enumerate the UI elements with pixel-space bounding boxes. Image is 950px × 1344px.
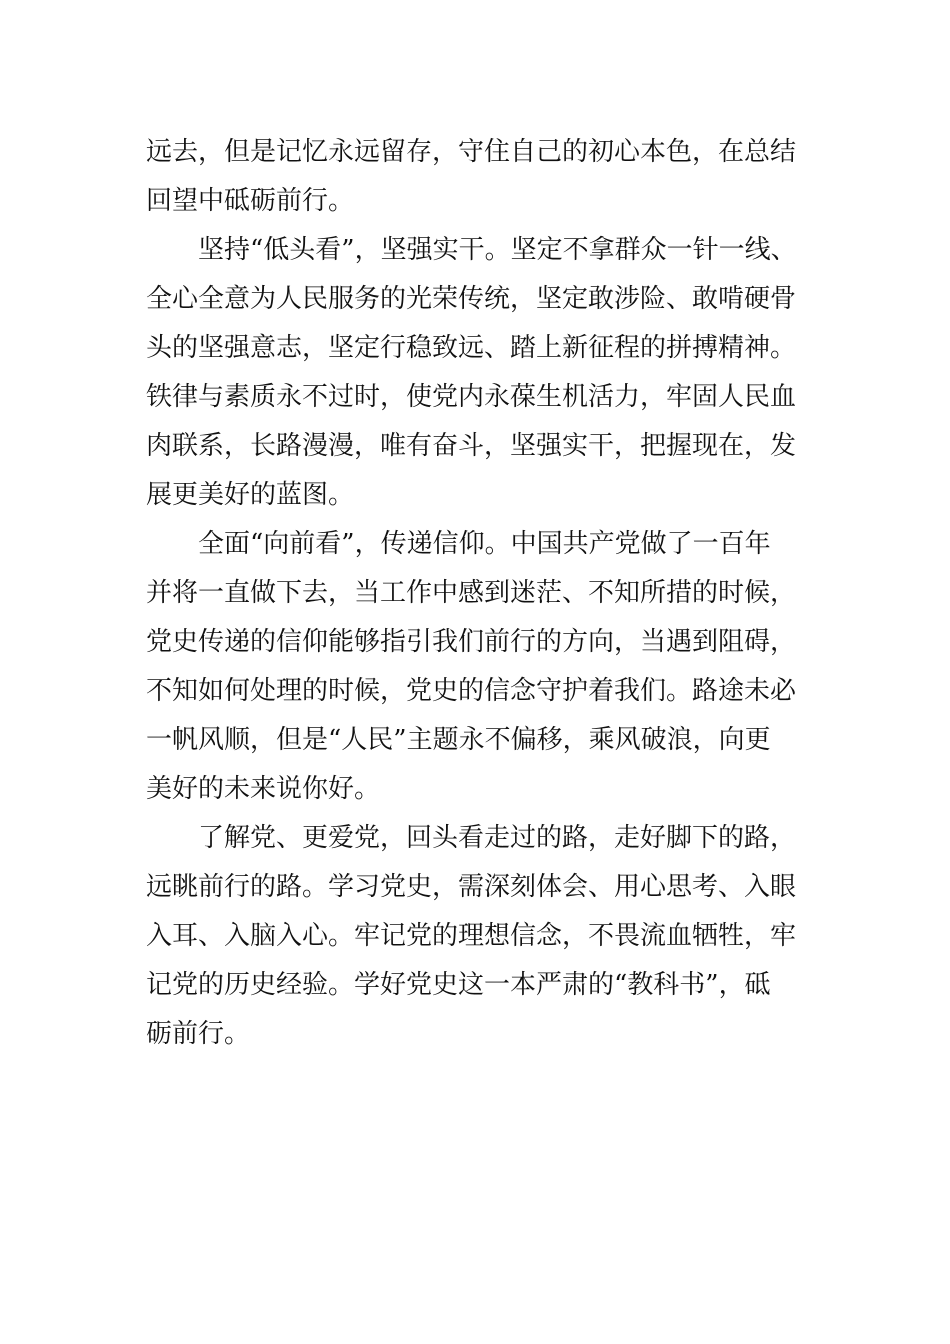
paragraph-line: 坚持“低头看”，坚强实干。坚定不拿群众一针一线、 [198, 235, 797, 265]
paragraph-line: 回望中砥砺前行。 [146, 186, 355, 216]
paragraph-line: 铁律与素质永不过时，使党内永葆生机活力，牢固人民血 [146, 382, 797, 412]
paragraph-line: 了解党、更爱党，回头看走过的路，走好脚下的路， [198, 823, 797, 853]
paragraph-3 [146, 520, 826, 814]
paragraph-line: 全心全意为人民服务的光荣传统，坚定敢涉险、敢啃硬骨 [146, 284, 797, 314]
paragraph-line: 不知如何处理的时候，党史的信念守护着我们。路途未必 [146, 676, 797, 706]
paragraph-line: 展更美好的蓝图。 [146, 480, 355, 510]
paragraph-4 [146, 814, 826, 1059]
paragraph-line: 肉联系，长路漫漫，唯有奋斗，坚强实干，把握现在，发 [146, 431, 797, 461]
paragraph-line: 党史传递的信仰能够指引我们前行的方向，当遇到阻碍， [146, 627, 797, 657]
paragraph-1 [146, 128, 826, 226]
paragraph-line: 一帆风顺，但是“人民”主题永不偏移，乘风破浪，向更 [146, 725, 771, 755]
paragraph-2 [146, 226, 826, 520]
paragraph-line: 美好的未来说你好。 [146, 774, 381, 804]
paragraph-line: 入耳、入脑入心。牢记党的理想信念，不畏流血牺牲，牢 [146, 921, 797, 951]
paragraph-line: 远去，但是记忆永远留存，守住自己的初心本色，在总结 [146, 137, 797, 167]
paragraph-line: 砺前行。 [146, 1019, 251, 1049]
paragraph-line: 记党的历史经验。学好党史这一本严肃的“教科书”，砥 [146, 970, 771, 1000]
document-body [146, 128, 826, 1059]
paragraph-line: 远眺前行的路。学习党史，需深刻体会、用心思考、入眼 [146, 872, 797, 902]
paragraph-line: 头的坚强意志，坚定行稳致远、踏上新征程的拼搏精神。 [146, 333, 797, 363]
paragraph-line: 全面“向前看”，传递信仰。中国共产党做了一百年 [198, 529, 771, 559]
paragraph-line: 并将一直做下去，当工作中感到迷茫、不知所措的时候， [146, 578, 797, 608]
